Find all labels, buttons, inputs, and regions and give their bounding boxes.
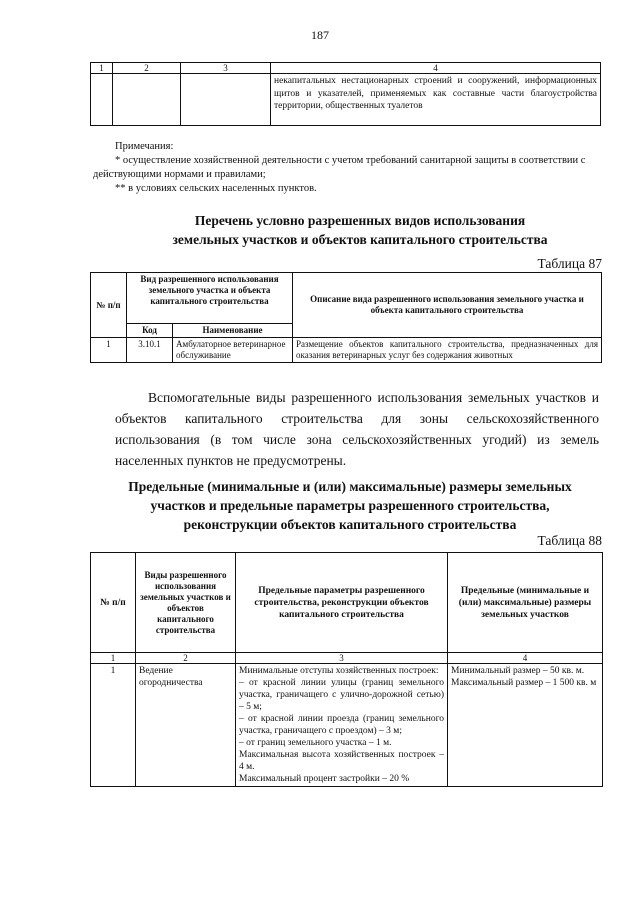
col-code: Код — [127, 324, 173, 338]
col-name: Наименование — [173, 324, 293, 338]
table-87 — [90, 272, 602, 363]
continued-table — [90, 62, 601, 126]
table-88 — [90, 552, 603, 787]
section2-title: Предельные (минимальные и (или) максимальные) размеры земельных участков и предельные параметры разрешенного строительства, реконструкции объектов капитального строительства — [128, 479, 572, 532]
notes — [93, 140, 600, 196]
table-row: 1 Ведение огородничества Минимальные отступы хозяйственных построек: – от красной линии улицы (границ земельного участка, граничащего с улично-дорожной сетью) – 5 м; – от красной линии проезда (границ земельного участка, граничащего с проездом) – 3 м; – от границ земельного участка – 1 м. Максимальная высота хозяйственных построек – 4 м. Максимальный процент застройки – 20 % Минимальный размер – 50 кв. м. Максимальный размер – 1 500 кв. м — [91, 664, 603, 787]
page-number: 187 — [311, 28, 329, 42]
auxiliary-paragraph: Вспомогательные виды разрешенного использования земельных участков и объектов капитального строительства для зоны сельскохозяйственного использования (в том числе зона сельскохозяйственных угодий) из земель населенных пунктов не предусмотрены. — [115, 390, 599, 468]
table88-caption: Таблица 88 — [537, 533, 602, 548]
sizes-cell: Минимальный размер – 50 кв. м. Максимальный размер – 1 500 кв. м — [448, 664, 603, 787]
col-params: Предельные параметры разрешенного строительства, реконструкции объектов капитального строительства — [236, 553, 448, 653]
notes-heading: Примечания: — [115, 141, 174, 152]
table-row: 1 3.10.1 Амбулаторное ветеринарное обслуживание Размещение объектов капитального строительства, предназначенных для оказания ветеринарных услуг без содержания животных — [91, 338, 602, 363]
continued-table-header: 1 2 3 4 — [91, 63, 601, 74]
col-num: № п/п — [91, 553, 136, 653]
table87-caption: Таблица 87 — [537, 256, 602, 271]
col-kind: Виды разрешенного использования земельных участков и объектов капитального строительства — [136, 553, 236, 653]
column-numbers: 1 2 3 4 — [91, 653, 603, 664]
note-item: ** в условиях сельских населенных пунктов. — [115, 183, 317, 194]
section1-title: Перечень условно разрешенных видов использования земельных участков и объектов капитального строительства — [172, 213, 548, 247]
note-item: * осуществление хозяйственной деятельности с учетом требований санитарной защиты в соответствии с действующими нормами и правилами; — [93, 155, 586, 180]
col-kind: Вид разрешенного использования земельного участка и объекта капитального строительства — [127, 273, 293, 324]
params-cell: Минимальные отступы хозяйственных построек: – от красной линии улицы (границ земельного участка, граничащего с улично-дорожной сетью) – 5 м; – от красной линии проезда (границ земельного участка, граничащего с проездом) – 3 м; – от границ земельного участка – 1 м. Максимальная высота хозяйственных построек – 4 м. Максимальный процент застройки – 20 % — [236, 664, 448, 787]
col-sizes: Предельные (минимальные и (или) максимальные) размеры земельных участков — [448, 553, 603, 653]
col-desc: Описание вида разрешенного использования земельного участка и объекта капитального строительства — [293, 273, 602, 338]
table-row — [91, 74, 601, 126]
continued-text: некапитальных нестационарных строений и сооружений, информационных щитов и указателей, применяемых как составные части благоустройства территории, общественных туалетов — [271, 74, 601, 126]
col-num: № п/п — [91, 273, 127, 338]
